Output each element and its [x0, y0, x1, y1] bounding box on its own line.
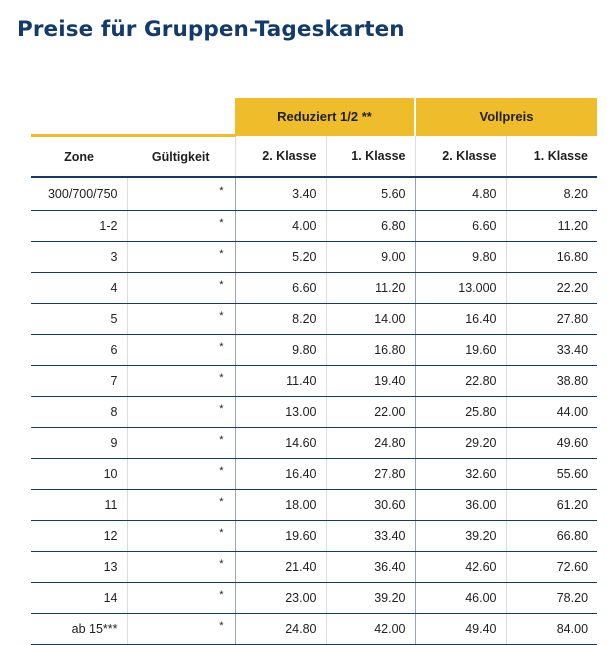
gueltigkeit-asterisk: *	[219, 310, 224, 322]
group-header-spacer	[31, 98, 235, 136]
cell-vollpreis-1-klasse: 22.20	[506, 273, 597, 304]
cell-reduziert-2-klasse: 18.00	[235, 490, 326, 521]
cell-vollpreis-1-klasse: 66.80	[506, 521, 597, 552]
cell-vollpreis-2-klasse: 46.00	[415, 583, 506, 614]
group-header-vollpreis: Vollpreis	[415, 98, 597, 136]
cell-gueltigkeit	[127, 521, 235, 552]
gueltigkeit-asterisk: *	[219, 279, 224, 291]
cell-reduziert-1-klasse: 42.00	[326, 614, 415, 645]
table-row	[31, 428, 597, 459]
cell-vollpreis-1-klasse: 38.80	[506, 366, 597, 397]
cell-vollpreis-2-klasse: 36.00	[415, 490, 506, 521]
cell-zone: 3	[31, 242, 127, 273]
cell-vollpreis-1-klasse: 61.20	[506, 490, 597, 521]
cell-reduziert-2-klasse: 14.60	[235, 428, 326, 459]
cell-gueltigkeit	[127, 177, 235, 211]
cell-gueltigkeit	[127, 614, 235, 645]
cell-vollpreis-2-klasse: 32.60	[415, 459, 506, 490]
gueltigkeit-asterisk: *	[219, 185, 224, 197]
cell-vollpreis-2-klasse: 4.80	[415, 177, 506, 211]
cell-reduziert-2-klasse: 13.00	[235, 397, 326, 428]
table-row	[31, 459, 597, 490]
cell-zone: 12	[31, 521, 127, 552]
cell-zone: 1-2	[31, 211, 127, 242]
cell-zone: 11	[31, 490, 127, 521]
cell-gueltigkeit	[127, 211, 235, 242]
gueltigkeit-asterisk: *	[219, 341, 224, 353]
cell-reduziert-1-klasse: 27.80	[326, 459, 415, 490]
cell-vollpreis-1-klasse: 78.20	[506, 583, 597, 614]
column-header-gueltigkeit: Gültigkeit	[127, 136, 235, 178]
cell-reduziert-1-klasse: 16.80	[326, 335, 415, 366]
page-title: Preise für Gruppen-Tageskarten	[17, 17, 405, 42]
cell-reduziert-2-klasse: 16.40	[235, 459, 326, 490]
cell-reduziert-2-klasse: 3.40	[235, 177, 326, 211]
table-row	[31, 273, 597, 304]
column-header-zone: Zone	[31, 136, 127, 178]
gueltigkeit-asterisk: *	[219, 589, 224, 601]
gueltigkeit-asterisk: *	[219, 496, 224, 508]
cell-reduziert-2-klasse: 23.00	[235, 583, 326, 614]
cell-reduziert-1-klasse: 14.00	[326, 304, 415, 335]
cell-vollpreis-1-klasse: 72.60	[506, 552, 597, 583]
cell-reduziert-2-klasse: 24.80	[235, 614, 326, 645]
column-header-row	[31, 136, 597, 178]
cell-vollpreis-2-klasse: 19.60	[415, 335, 506, 366]
cell-reduziert-2-klasse: 8.20	[235, 304, 326, 335]
cell-vollpreis-2-klasse: 6.60	[415, 211, 506, 242]
gueltigkeit-asterisk: *	[219, 403, 224, 415]
cell-vollpreis-1-klasse: 16.80	[506, 242, 597, 273]
cell-zone: 300/700/750	[31, 177, 127, 211]
cell-gueltigkeit	[127, 397, 235, 428]
column-header-vollpreis-2-klasse: 2. Klasse	[415, 136, 506, 178]
cell-reduziert-1-klasse: 19.40	[326, 366, 415, 397]
group-header-row	[31, 98, 597, 136]
cell-reduziert-1-klasse: 6.80	[326, 211, 415, 242]
cell-vollpreis-1-klasse: 8.20	[506, 177, 597, 211]
cell-reduziert-1-klasse: 9.00	[326, 242, 415, 273]
cell-zone: 14	[31, 583, 127, 614]
cell-vollpreis-1-klasse: 49.60	[506, 428, 597, 459]
table-row	[31, 521, 597, 552]
cell-vollpreis-2-klasse: 13.000	[415, 273, 506, 304]
price-table-body	[31, 177, 597, 645]
cell-reduziert-1-klasse: 24.80	[326, 428, 415, 459]
cell-vollpreis-2-klasse: 39.20	[415, 521, 506, 552]
gueltigkeit-asterisk: *	[219, 527, 224, 539]
cell-gueltigkeit	[127, 366, 235, 397]
cell-gueltigkeit	[127, 335, 235, 366]
cell-vollpreis-1-klasse: 55.60	[506, 459, 597, 490]
cell-reduziert-1-klasse: 11.20	[326, 273, 415, 304]
gueltigkeit-asterisk: *	[219, 248, 224, 260]
cell-gueltigkeit	[127, 304, 235, 335]
column-header-vollpreis-1-klasse: 1. Klasse	[506, 136, 597, 178]
cell-reduziert-2-klasse: 19.60	[235, 521, 326, 552]
cell-reduziert-2-klasse: 5.20	[235, 242, 326, 273]
cell-reduziert-2-klasse: 11.40	[235, 366, 326, 397]
cell-reduziert-1-klasse: 30.60	[326, 490, 415, 521]
gueltigkeit-asterisk: *	[219, 217, 224, 229]
cell-reduziert-1-klasse: 33.40	[326, 521, 415, 552]
cell-vollpreis-1-klasse: 44.00	[506, 397, 597, 428]
cell-vollpreis-2-klasse: 25.80	[415, 397, 506, 428]
cell-gueltigkeit	[127, 242, 235, 273]
cell-vollpreis-1-klasse: 84.00	[506, 614, 597, 645]
cell-reduziert-2-klasse: 4.00	[235, 211, 326, 242]
cell-reduziert-1-klasse: 39.20	[326, 583, 415, 614]
table-row	[31, 304, 597, 335]
cell-vollpreis-2-klasse: 22.80	[415, 366, 506, 397]
cell-gueltigkeit	[127, 583, 235, 614]
cell-gueltigkeit	[127, 428, 235, 459]
column-header-reduziert-2-klasse: 2. Klasse	[235, 136, 326, 178]
gueltigkeit-asterisk: *	[219, 465, 224, 477]
cell-zone: 7	[31, 366, 127, 397]
table-row	[31, 242, 597, 273]
cell-zone: 10	[31, 459, 127, 490]
cell-vollpreis-2-klasse: 49.40	[415, 614, 506, 645]
cell-reduziert-1-klasse: 5.60	[326, 177, 415, 211]
cell-zone: 13	[31, 552, 127, 583]
gueltigkeit-asterisk: *	[219, 372, 224, 384]
cell-vollpreis-1-klasse: 11.20	[506, 211, 597, 242]
cell-zone: 8	[31, 397, 127, 428]
cell-vollpreis-2-klasse: 42.60	[415, 552, 506, 583]
table-row	[31, 335, 597, 366]
cell-vollpreis-2-klasse: 16.40	[415, 304, 506, 335]
cell-zone: 9	[31, 428, 127, 459]
table-row	[31, 397, 597, 428]
cell-reduziert-1-klasse: 36.40	[326, 552, 415, 583]
cell-reduziert-2-klasse: 9.80	[235, 335, 326, 366]
cell-gueltigkeit	[127, 273, 235, 304]
cell-zone: 4	[31, 273, 127, 304]
cell-reduziert-2-klasse: 6.60	[235, 273, 326, 304]
table-row	[31, 583, 597, 614]
cell-reduziert-1-klasse: 22.00	[326, 397, 415, 428]
cell-zone: 5	[31, 304, 127, 335]
cell-reduziert-2-klasse: 21.40	[235, 552, 326, 583]
table-row	[31, 366, 597, 397]
group-header-reduziert: Reduziert 1/2 **	[235, 98, 415, 136]
cell-zone: ab 15***	[31, 614, 127, 645]
table-row	[31, 490, 597, 521]
cell-gueltigkeit	[127, 459, 235, 490]
table-row	[31, 614, 597, 645]
gueltigkeit-asterisk: *	[219, 558, 224, 570]
table-row	[31, 211, 597, 242]
cell-vollpreis-2-klasse: 29.20	[415, 428, 506, 459]
price-table	[31, 98, 597, 645]
cell-gueltigkeit	[127, 490, 235, 521]
table-row	[31, 177, 597, 211]
table-row	[31, 552, 597, 583]
cell-vollpreis-1-klasse: 33.40	[506, 335, 597, 366]
column-header-reduziert-1-klasse: 1. Klasse	[326, 136, 415, 178]
cell-vollpreis-2-klasse: 9.80	[415, 242, 506, 273]
cell-vollpreis-1-klasse: 27.80	[506, 304, 597, 335]
cell-gueltigkeit	[127, 552, 235, 583]
gueltigkeit-asterisk: *	[219, 434, 224, 446]
gueltigkeit-asterisk: *	[219, 620, 224, 632]
cell-zone: 6	[31, 335, 127, 366]
